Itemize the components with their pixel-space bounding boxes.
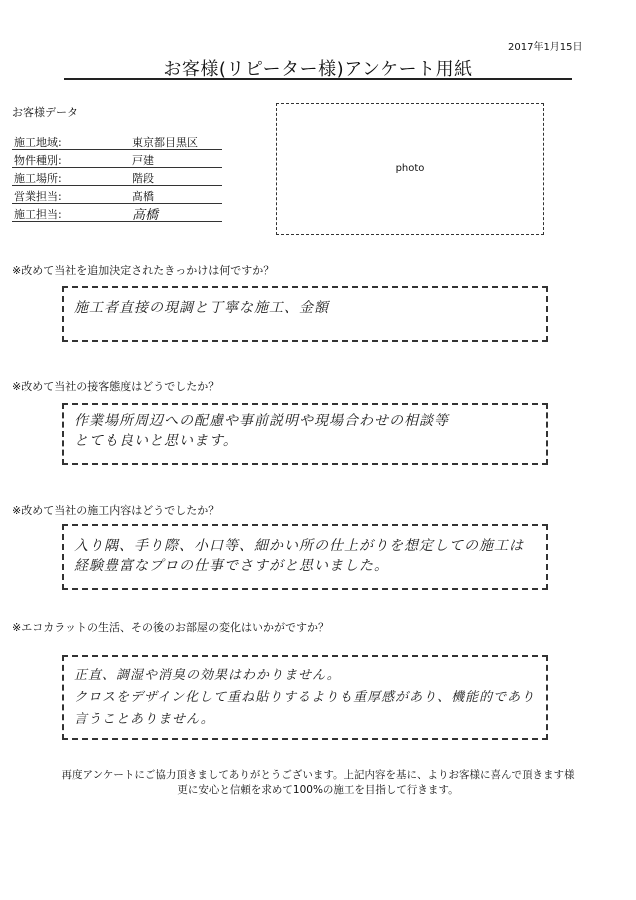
answer-line: とても良いと思います。 bbox=[74, 433, 238, 449]
row-label: 物件種別: bbox=[14, 154, 62, 167]
answer-box-3 bbox=[62, 524, 548, 590]
row-value: 階段 bbox=[132, 172, 154, 185]
answer-line: 入り隅、手り際、小口等、細かい所の仕上がりを想定しての施工は bbox=[74, 538, 524, 554]
customer-row-installer bbox=[12, 204, 222, 222]
answer-box-1 bbox=[62, 286, 548, 342]
answer-line: クロスをデザイン化して重ね貼りするよりも重厚感があり、機能的であり bbox=[74, 690, 536, 705]
row-value: 東京都目黒区 bbox=[132, 136, 198, 149]
question-3: ※改めて当社の施工内容はどうでしたか？ bbox=[12, 504, 220, 517]
customer-row-property-type bbox=[12, 150, 222, 168]
customer-row-location bbox=[12, 168, 222, 186]
page-title: お客様(リピーター様)アンケート用紙 bbox=[163, 59, 473, 80]
answer-line: 言うことありません。 bbox=[74, 712, 215, 727]
row-label: 営業担当: bbox=[14, 190, 62, 203]
footer-line: 再度アンケートにご協力頂きましてありがとうございます。上記内容を基に、よりお客様に喜んで頂きます様 bbox=[61, 769, 575, 781]
answer-box-2 bbox=[62, 403, 548, 465]
customer-data-table bbox=[12, 132, 222, 222]
question-2: ※改めて当社の接客態度はどうでしたか？ bbox=[12, 380, 220, 393]
customer-row-area bbox=[12, 132, 222, 150]
row-value: 髙橋 bbox=[132, 190, 154, 203]
customer-row-sales-rep bbox=[12, 186, 222, 204]
question-4: ※エコカラットの生活、その後のお部屋の変化はいかがですか？ bbox=[12, 621, 329, 634]
survey-date: 2017年1月15日 bbox=[508, 42, 583, 53]
answer-box-4 bbox=[62, 655, 548, 740]
row-label: 施工地域: bbox=[14, 136, 62, 149]
photo-label: photo bbox=[395, 163, 425, 174]
answer-line: 作業場所周辺への配慮や事前説明や現場合わせの相談等 bbox=[74, 413, 449, 429]
row-label: 施工場所: bbox=[14, 172, 62, 185]
footer-line: 更に安心と信頼を求めて100%の施工を目指して行きます。 bbox=[177, 784, 459, 796]
row-value: 戸建 bbox=[132, 154, 154, 167]
row-value-handwritten: 高橋 bbox=[132, 208, 159, 223]
footer-message bbox=[0, 768, 636, 798]
customer-section-label: お客様データ bbox=[12, 106, 78, 119]
answer-line: 正直、調湿や消臭の効果はわかりません。 bbox=[74, 668, 341, 683]
row-label: 施工担当: bbox=[14, 208, 62, 221]
question-1: ※改めて当社を追加決定されたきっかけは何ですか？ bbox=[12, 264, 275, 277]
title-underline bbox=[64, 78, 572, 80]
answer-line: 経験豊富なプロの仕事でさすがと思いました。 bbox=[74, 558, 389, 574]
answer-line: 施工者直接の現調と丁寧な施工、金額 bbox=[74, 300, 329, 316]
